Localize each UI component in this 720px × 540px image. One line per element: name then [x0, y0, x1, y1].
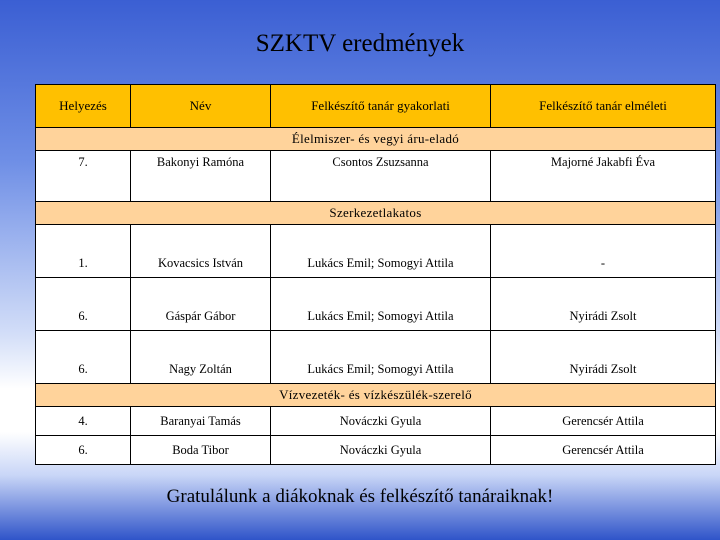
section-title: Élelmiszer- és vegyi áru-eladó — [36, 128, 716, 151]
cell-theory-teacher: Gerencsér Attila — [491, 407, 716, 436]
table-row — [36, 331, 716, 384]
table-row — [36, 225, 716, 278]
section-row — [36, 128, 716, 151]
section-row — [36, 384, 716, 407]
cell-placement: 1. — [36, 225, 131, 278]
section-row — [36, 202, 716, 225]
cell-theory-teacher: Nyirádi Zsolt — [491, 278, 716, 331]
cell-placement: 6. — [36, 331, 131, 384]
cell-practical-teacher: Csontos Zsuzsanna — [271, 151, 491, 202]
cell-name: Baranyai Tamás — [131, 407, 271, 436]
cell-placement: 6. — [36, 278, 131, 331]
cell-practical-teacher: Lukács Emil; Somogyi Attila — [271, 331, 491, 384]
cell-practical-teacher: Nováczki Gyula — [271, 407, 491, 436]
cell-name: Gáspár Gábor — [131, 278, 271, 331]
cell-placement: 6. — [36, 436, 131, 465]
results-table — [35, 84, 716, 465]
cell-theory-teacher: Nyirádi Zsolt — [491, 331, 716, 384]
header-theory-teacher: Felkészítő tanár elméleti — [491, 85, 716, 128]
table-header-row — [36, 85, 716, 128]
cell-placement: 7. — [36, 151, 131, 202]
cell-name: Kovacsics István — [131, 225, 271, 278]
cell-theory-teacher: Majorné Jakabfi Éva — [491, 151, 716, 202]
table-row — [36, 278, 716, 331]
header-placement: Helyezés — [36, 85, 131, 128]
cell-name: Bakonyi Ramóna — [131, 151, 271, 202]
cell-practical-teacher: Lukács Emil; Somogyi Attila — [271, 278, 491, 331]
header-name: Név — [131, 85, 271, 128]
table-row — [36, 151, 716, 202]
cell-placement: 4. — [36, 407, 131, 436]
congratulations-text: Gratulálunk a diákoknak és felkészítő tanáraiknak! — [166, 486, 554, 507]
header-practical-teacher: Felkészítő tanár gyakorlati — [271, 85, 491, 128]
table-row — [36, 407, 716, 436]
cell-theory-teacher: - — [491, 225, 716, 278]
cell-practical-teacher: Lukács Emil; Somogyi Attila — [271, 225, 491, 278]
section-title: Vízvezeték- és vízkészülék-szerelő — [36, 384, 716, 407]
page-title: SZKTV eredmények — [255, 30, 465, 57]
table-row — [36, 436, 716, 465]
cell-name: Boda Tibor — [131, 436, 271, 465]
cell-practical-teacher: Nováczki Gyula — [271, 436, 491, 465]
cell-theory-teacher: Gerencsér Attila — [491, 436, 716, 465]
section-title: Szerkezetlakatos — [36, 202, 716, 225]
cell-name: Nagy Zoltán — [131, 331, 271, 384]
